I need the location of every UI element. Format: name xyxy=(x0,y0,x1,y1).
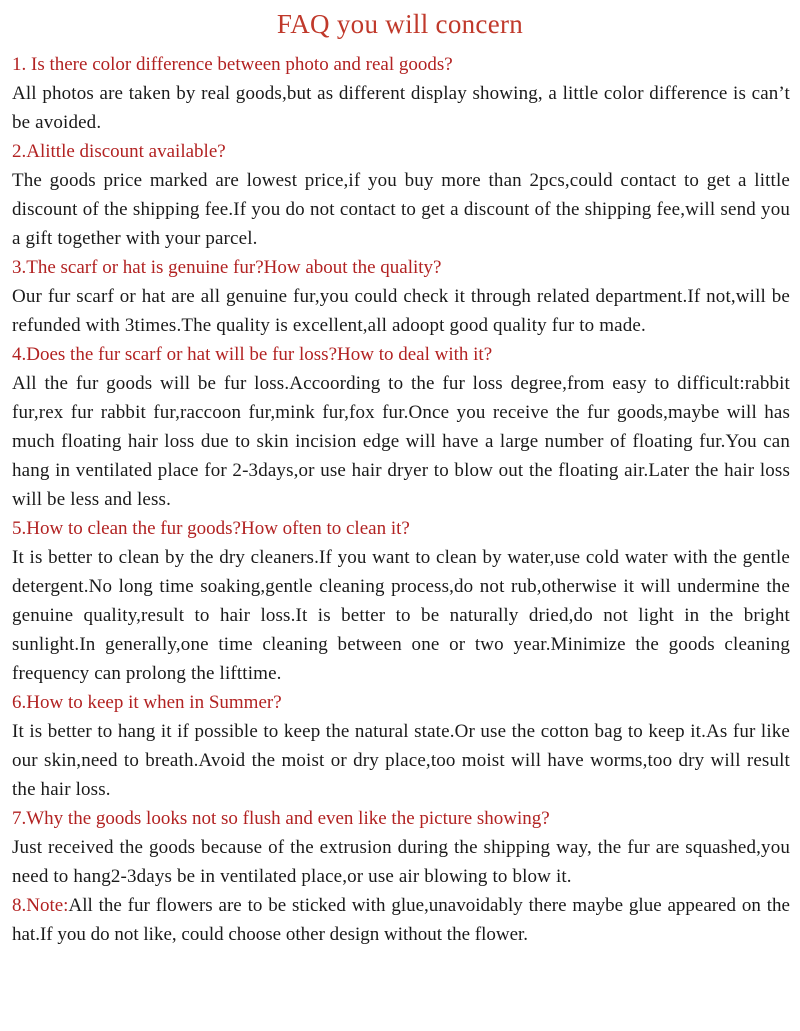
faq-question: 6.How to keep it when in Summer? xyxy=(12,692,282,713)
faq-answer: All photos are taken by real goods,but as different display showing, a little color difference is can’t be avoided. xyxy=(12,83,790,133)
faq-question: 3.The scarf or hat is genuine fur?How about the quality? xyxy=(12,257,442,278)
faq-item-5 xyxy=(12,514,790,688)
faq-question: 1. Is there color difference between photo and real goods? xyxy=(12,54,453,75)
faq-question: 2.Alittle discount available? xyxy=(12,141,226,162)
faq-answer: It is better to clean by the dry cleaners.If you want to clean by water,use cold water with the gentle detergent.No long time soaking,gentle cleaning process,do not rub,otherwise it will undermine the genuine quality,result to hair loss.It is better to be naturally dried,do not light in the bright sunlight.In generally,one time cleaning between one or two year.Minimize the goods cleaning frequency can prolong the lifttime. xyxy=(12,547,790,684)
faq-answer: It is better to hang it if possible to keep the natural state.Or use the cotton bag to keep it.As fur like our skin,need to breath.Avoid the moist or dry place,too moist will have worms,too dry will result the hair loss. xyxy=(12,721,790,800)
note-text: All the fur flowers are to be sticked with glue,unavoidably there maybe glue appeared on the hat.If you do not like, could choose other design without the flower. xyxy=(12,895,790,945)
faq-item-3 xyxy=(12,253,790,340)
faq-list xyxy=(12,50,790,949)
faq-item-2 xyxy=(12,137,790,253)
faq-question: 7.Why the goods looks not so flush and even like the picture showing? xyxy=(12,808,550,829)
faq-item-8-note xyxy=(12,891,790,949)
faq-answer: Just received the goods because of the extrusion during the shipping way, the fur are squashed,you need to hang2-3days be in ventilated place,or use air blowing to blow it. xyxy=(12,837,790,887)
note-paragraph xyxy=(12,891,790,949)
faq-question: 4.Does the fur scarf or hat will be fur loss?How to deal with it? xyxy=(12,344,493,365)
faq-answer: Our fur scarf or hat are all genuine fur,you could check it through related department.If not,will be refunded with 3times.The quality is excellent,all adoopt good quality fur to made. xyxy=(12,286,790,336)
faq-item-7 xyxy=(12,804,790,891)
faq-item-4 xyxy=(12,340,790,514)
faq-answer: The goods price marked are lowest price,if you buy more than 2pcs,could contact to get a little discount of the shipping fee.If you do not contact to get a discount of the shipping fee,will send you a gift together with your parcel. xyxy=(12,170,790,249)
faq-item-1 xyxy=(12,50,790,137)
note-label: 8.Note: xyxy=(12,895,69,916)
page-title: FAQ you will concern xyxy=(276,9,524,39)
faq-question: 5.How to clean the fur goods?How often to clean it? xyxy=(12,518,410,539)
faq-item-6 xyxy=(12,688,790,804)
faq-answer: All the fur goods will be fur loss.Accoording to the fur loss degree,from easy to difficult:rabbit fur,rex fur rabbit fur,raccoon fur,mink fur,fox fur.Once you receive the fur goods,maybe will has much floating hair loss due to skin incision edge will have a large number of floating fur.You can hang in ventilated place for 2-3days,or use hair dryer to blow out the floating air.Later the hair loss will be less and less. xyxy=(12,373,790,510)
